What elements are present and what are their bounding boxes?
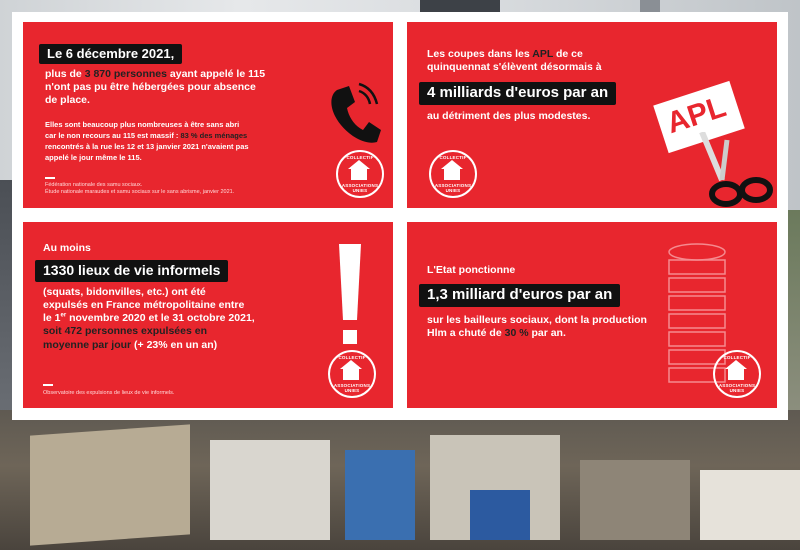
- text-span: (+ 23% en un an): [131, 338, 218, 351]
- text-line: [45, 131, 335, 142]
- background-photo-shanty: [0, 410, 800, 550]
- logo-house-shape: [343, 368, 359, 380]
- blue-tarp: [345, 450, 415, 540]
- text-span: par an.: [528, 327, 566, 340]
- text-line: rencontrés à la rue les 12 et 13 janvier 2021 n'avaient pas: [45, 141, 249, 151]
- headline-highlight: 4 milliards d'euros par an: [419, 82, 616, 105]
- logo-text-bottom: ASSOCIATIONS UNIES: [718, 383, 756, 393]
- emphasis-text: soit 472 personnes expulsées en: [43, 325, 207, 338]
- text-line: L'Etat ponctionne: [427, 264, 516, 276]
- text-line: Étude nationale maraudes et samu sociaux sur le sans abrisme, janvier 2021.: [45, 189, 235, 196]
- card-headline: [419, 82, 616, 105]
- shack-wall: [210, 440, 330, 540]
- source-note: Observatoire des expulsions de lieux de vie informels.: [43, 390, 175, 396]
- text-line: au détriment des plus modestes.: [427, 110, 591, 122]
- text-line: [427, 327, 727, 340]
- superscript: er: [60, 312, 67, 319]
- emphasis-text: 30 %: [504, 327, 529, 340]
- card-headline: [35, 260, 228, 282]
- phone-icon: [323, 80, 383, 150]
- debris-pile: [700, 470, 800, 540]
- logo-text-top: COLLECTIF: [346, 155, 374, 160]
- logo-house-shape: [351, 168, 367, 180]
- text-span: ayant appelé le 115: [166, 68, 266, 80]
- text-line: [43, 312, 343, 325]
- card-homeless-115: [23, 22, 393, 208]
- collectif-logo: [336, 150, 384, 198]
- logo-text-top: COLLECTIF: [723, 355, 751, 360]
- card-detail-text: [45, 120, 335, 164]
- text-line: (squats, bidonvilles, etc.) ont été: [43, 286, 206, 298]
- emphasis-text: 3 870 personnes: [84, 68, 167, 80]
- text-line: Elles sont beaucoup plus nombreuses à être sans abri: [45, 120, 240, 129]
- headline-highlight: 1,3 milliard d'euros par an: [419, 284, 620, 307]
- emphasis-text: APL: [532, 48, 554, 60]
- logo-text-bottom: ASSOCIATIONS UNIES: [341, 183, 379, 193]
- collectif-logo: [429, 150, 477, 198]
- divider: [43, 384, 53, 386]
- text-line: quinquennat s'élèvent désormais à: [427, 61, 602, 74]
- text-span: plus de: [45, 68, 85, 80]
- text-span: car le non recours au 115 est massif :: [45, 130, 181, 140]
- logo-house-shape: [728, 368, 744, 380]
- card-social-landlords: [407, 222, 777, 408]
- text-line: appelé le jour même le 115.: [45, 152, 142, 162]
- card-headline: [419, 284, 620, 307]
- logo-text-top: COLLECTIF: [439, 155, 467, 160]
- debris-pile: [580, 460, 690, 540]
- emphasis-text: 83 % des ménages: [180, 130, 248, 140]
- text-line: Au moins: [43, 242, 91, 254]
- text-span: de ce: [553, 48, 583, 60]
- text-line: [43, 339, 343, 352]
- text-line: Fédération nationale des samu sociaux.: [45, 182, 143, 188]
- divider: [45, 177, 55, 179]
- card-apl-cuts: [407, 22, 777, 208]
- exclamation-icon: [335, 242, 365, 352]
- card-main-text: [427, 314, 727, 340]
- text-line: expulsés en France métropolitaine entre: [43, 299, 245, 312]
- card-informal-settlements: [23, 222, 393, 408]
- blue-door: [470, 490, 530, 540]
- logo-house-shape: [444, 168, 460, 180]
- apl-sign-text: APL: [662, 90, 730, 141]
- shack-wall: [30, 424, 190, 545]
- logo-text-bottom: ASSOCIATIONS UNIES: [434, 183, 472, 193]
- card-intro-text: [427, 48, 687, 74]
- logo-text-top: COLLECTIF: [338, 355, 366, 360]
- headline-highlight: 1330 lieux de vie informels: [35, 260, 228, 282]
- text-span: Hlm a chuté de: [427, 327, 505, 340]
- scissors-icon: [692, 132, 777, 208]
- text-span: Les coupes dans les: [427, 48, 533, 60]
- text-line: [427, 48, 687, 61]
- card-main-text: [43, 286, 343, 352]
- emphasis-text: moyenne par jour: [43, 338, 132, 351]
- text-line: [45, 68, 355, 81]
- text-line: de place.: [45, 94, 90, 107]
- collectif-logo: [713, 350, 761, 398]
- text-line: sur les bailleurs sociaux, dont la production: [427, 314, 647, 326]
- logo-text-bottom: ASSOCIATIONS UNIES: [333, 383, 371, 393]
- text-span: le 1: [43, 312, 61, 325]
- source-note: [45, 182, 234, 197]
- text-span: novembre 2020 et le 31 octobre 2021,: [66, 312, 255, 325]
- collectif-logo: [328, 350, 376, 398]
- card-headline: [39, 44, 182, 64]
- card-main-text: [45, 68, 355, 107]
- headline-highlight: Le 6 décembre 2021,: [39, 44, 182, 64]
- text-line: n'ont pas pu être hébergées pour absence: [45, 81, 256, 94]
